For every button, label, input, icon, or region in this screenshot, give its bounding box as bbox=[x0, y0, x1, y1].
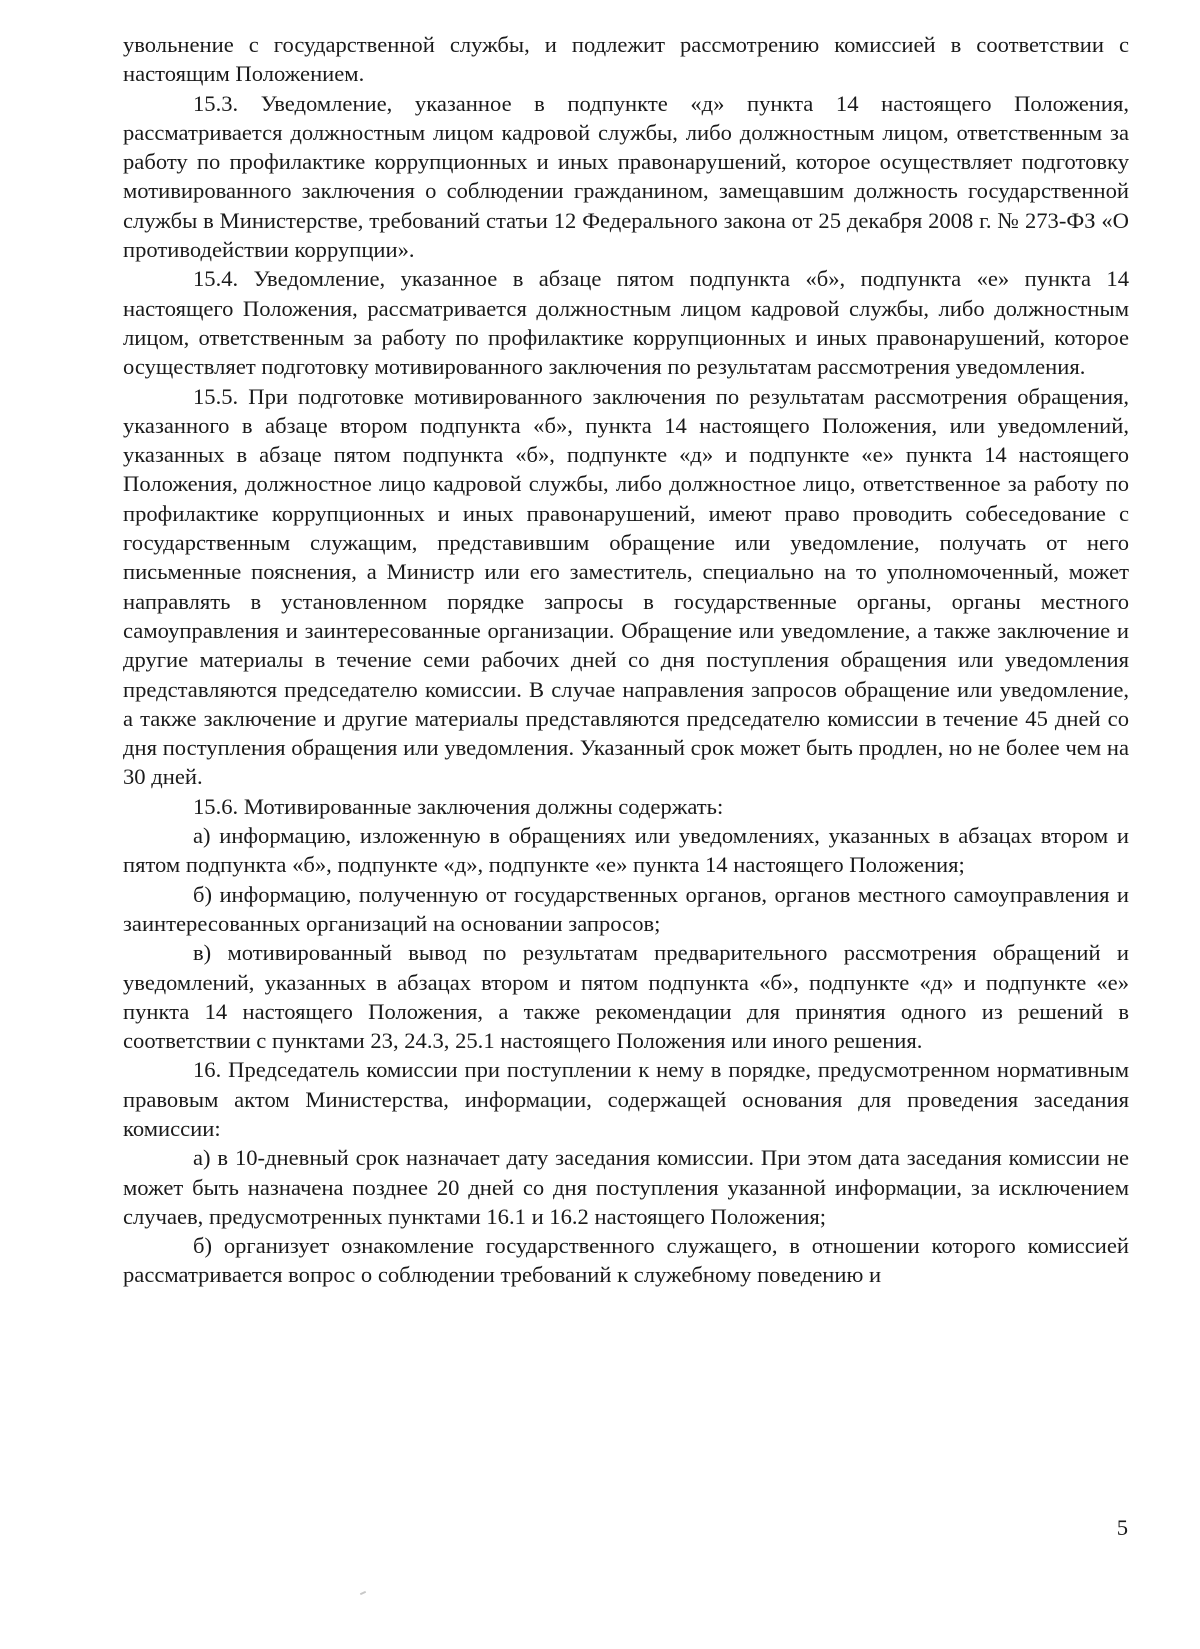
paragraph-16-a: а) в 10-дневный срок назначает дату заседания комиссии. При этом дата заседания комиссии не может быть назначена позднее 20 дней со дня поступления указанной информации, за исключением случаев, предусмотренных пунктами 16.1 и 16.2 настоящего Положения; bbox=[123, 1145, 1129, 1229]
page-number: 5 bbox=[1116, 1515, 1128, 1540]
paragraph-16: 16. Председатель комиссии при поступлении к нему в порядке, предусмотренном нормативным правовым актом Министерства, информации, содержащей основания для проведения заседания комиссии: bbox=[123, 1057, 1129, 1141]
paragraph-15-6: 15.6. Мотивированные заключения должны содержать: bbox=[193, 793, 724, 819]
document-page bbox=[123, 30, 1129, 1290]
paragraph-15-6-a: а) информацию, изложенную в обращениях или уведомлениях, указанных в абзацах втором и пятом подпункта «б», подпункте «д», подпункте «е» пункта 14 настоящего Положения; bbox=[123, 823, 1129, 878]
paragraph-continuation: увольнение с государственной службы, и подлежит рассмотрению комиссией в соответствии с настоящим Положением. bbox=[123, 32, 1129, 87]
paragraph-15-6-v: в) мотивированный вывод по результатам предварительного рассмотрения обращений и уведомлений, указанных в абзацах втором и пятом подпункта «б», подпункте «д» и подпункте «е» пункта 14 настоящего Положения, а также рекомендации для принятия одного из решений в соответствии с пунктами 23, 24.3, 25.1 настоящего Положения или иного решения. bbox=[123, 940, 1129, 1054]
paragraph-15-4: 15.4. Уведомление, указанное в абзаце пятом подпункта «б», подпункта «е» пункта 14 настоящего Положения, рассматривается должностным лицом кадровой службы, либо должностным лицом, ответственным за работу по профилактике коррупционных и иных правонарушений, которое осуществляет подготовку мотивированного заключения по результатам рассмотрения уведомления. bbox=[123, 266, 1129, 380]
paragraph-16-b: б) организует ознакомление государственного служащего, в отношении которого комиссией рассматривается вопрос о соблюдении требований к служебному поведению и bbox=[123, 1233, 1129, 1288]
paragraph-15-6-b: б) информацию, полученную от государственных органов, органов местного самоуправления и заинтересованных организаций на основании запросов; bbox=[123, 881, 1129, 936]
scan-speck bbox=[360, 1591, 366, 1595]
paragraph-15-5: 15.5. При подготовке мотивированного заключения по результатам рассмотрения обращения, указанного в абзаце втором подпункта «б», пункта 14 настоящего Положения, или уведомлений, указанных в абзаце пятом подпункта «б», подпункте «д» и подпункте «е» пункта 14 настоящего Положения, должностное лицо кадровой службы, либо должностное лицо, ответственное за работу по профилактике коррупционных и иных правонарушений, имеют право проводить собеседование с государственным служащим, представившим обращение или уведомление, получать от него письменные пояснения, а Министр или его заместитель, специально на то уполномоченный, может направлять в установленном порядке запросы в государственные органы, органы местного самоуправления и заинтересованные организации. Обращение или уведомление, а также заключение и другие материалы в течение семи рабочих дней со дня поступления обращения или уведомления представляются председателю комиссии. В случае направления запросов обращение или уведомление, а также заключение и другие материалы представляются председателю комиссии в течение 45 дней со дня поступления обращения или уведомления. Указанный срок может быть продлен, но не более чем на 30 дней. bbox=[123, 383, 1129, 790]
paragraph-15-3: 15.3. Уведомление, указанное в подпункте «д» пункта 14 настоящего Положения, рассматривается должностным лицом кадровой службы, либо должностным лицом, ответственным за работу по профилактике коррупционных и иных правонарушений, которое осуществляет подготовку мотивированного заключения о соблюдении гражданином, замещавшим должность государственной службы в Министерстве, требований статьи 12 Федерального закона от 25 декабря 2008 г. № 273-ФЗ «О противодействии коррупции». bbox=[123, 90, 1129, 263]
